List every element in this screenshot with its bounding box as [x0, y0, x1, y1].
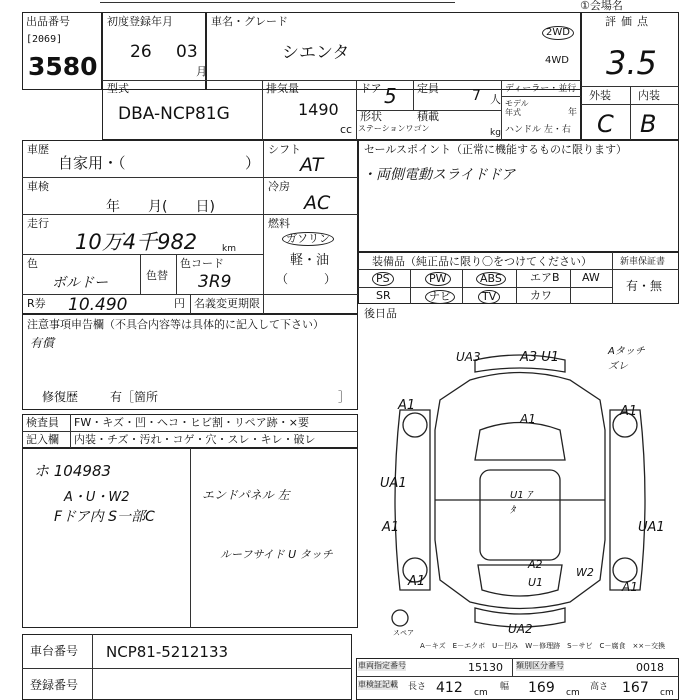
- yen-unit: 円: [174, 297, 185, 310]
- repair-label: 修復歴: [42, 390, 79, 404]
- legend-row-2: 内装・チズ・汚れ・コゲ・穴・スレ・キレ・破レ: [74, 433, 316, 446]
- shaken-date: 年 月( 日): [106, 199, 215, 215]
- notice-label: 注意事項申告欄（不具合内容等は具体的に記入して下さい）: [27, 318, 324, 331]
- dealer-label: ディーラー・並行: [505, 84, 577, 94]
- frame-vdiv: [92, 634, 93, 700]
- frame-number: NCP81-5212133: [106, 643, 229, 661]
- equip-pw: PW: [425, 272, 451, 286]
- mark-right-rear: A1: [622, 580, 638, 594]
- after-label: 後日品: [364, 307, 397, 320]
- top-dash-line: [100, 2, 455, 3]
- eval-label: 評価点: [605, 15, 653, 28]
- color-code-label: 色コード: [180, 257, 224, 270]
- damage-legend: A－キズ E－エクボ U－凹み W－修理跡 S－サビ C－腐食 ××－交換: [420, 642, 666, 650]
- car-name: シエンタ: [282, 43, 350, 63]
- eval-vdivider: [630, 86, 631, 140]
- legend-row-1: FW・キズ・凹・ヘコ・ヒビ割・リペア跡・×要: [74, 416, 309, 429]
- sales-label: セールスポイント（正常に機能するものに限ります）: [364, 143, 628, 156]
- eval-divider-2: [581, 104, 679, 105]
- width: 169: [528, 680, 555, 696]
- deadline-label: 名義変更期限: [194, 297, 260, 310]
- notice-text: 有償: [30, 336, 55, 350]
- price-label: R券: [27, 297, 46, 310]
- mark-left-front-fender: A1: [398, 398, 416, 413]
- displacement: 1490: [298, 100, 339, 119]
- mark-front: A3 U1: [520, 350, 560, 365]
- frame-label: 車台番号: [30, 644, 79, 658]
- model-label: 型式: [107, 82, 129, 95]
- shift-label: シフト: [268, 143, 301, 156]
- doors: 5: [384, 84, 397, 108]
- displacement-label: 排気量: [266, 82, 299, 95]
- spec-v4: [501, 80, 502, 140]
- handle-label: ハンドル 左・右: [505, 125, 571, 135]
- equip-aw: AW: [582, 271, 600, 284]
- sales-point: ・両側電動スライドドア: [362, 167, 516, 183]
- height-label: 高さ: [590, 682, 609, 692]
- kg-unit: kg: [490, 128, 501, 138]
- spec-footer-v: [512, 658, 513, 676]
- color-label: 色: [27, 257, 38, 270]
- spec-top: [102, 80, 581, 81]
- exterior-grade: C: [597, 110, 614, 138]
- vehicle-no-label: 車両指定番号: [358, 661, 406, 670]
- model-year-label: モデル年式: [505, 99, 529, 117]
- mark-left-door-1: UA1: [380, 476, 407, 491]
- sales-box: [358, 140, 679, 252]
- fuel-light: 軽・油: [290, 253, 330, 268]
- equip-h2: [358, 287, 612, 288]
- lot-label: 出品番号: [26, 15, 70, 28]
- eq-v2: [462, 269, 463, 304]
- equip-leather: カワ: [530, 289, 552, 302]
- cc-unit: cc: [340, 123, 353, 136]
- drive-2wd: 2WD: [542, 26, 574, 40]
- year-unit: 年: [568, 108, 578, 118]
- mid-v-color: [140, 254, 141, 294]
- mark-right-door: UA1: [638, 520, 665, 535]
- interior-grade: B: [640, 110, 657, 138]
- fuel-paren: （ ）: [276, 272, 337, 286]
- mark-left-rear: A1: [408, 574, 426, 589]
- equip-h1: [358, 269, 679, 270]
- mark-left-door-2: A1: [382, 520, 400, 535]
- spec-footer-h: [356, 676, 679, 677]
- shape-label: 形状: [360, 110, 382, 123]
- equip-label: 装備品（純正品に限り〇をつけてください）: [372, 255, 592, 268]
- load-label: 積載: [417, 110, 439, 123]
- ac: AC: [304, 192, 331, 214]
- mark-roof: U1 ｱﾀ: [510, 490, 532, 516]
- reg-year: 26: [130, 42, 152, 62]
- spec-v1: [262, 80, 263, 140]
- spec-h2: [501, 96, 581, 97]
- car-name-label: 車名・グレード: [211, 15, 288, 28]
- model: DBA-NCP81G: [118, 104, 230, 124]
- eq-v1: [410, 269, 411, 304]
- note-b: Fドア内 S一部C: [54, 509, 155, 525]
- usage-label: 車歴: [27, 143, 49, 156]
- exterior-label: 外装: [589, 89, 611, 102]
- venue-note: ①会場名: [580, 0, 623, 12]
- interior-label: 内装: [638, 89, 660, 102]
- equip-sr: SR: [376, 289, 391, 302]
- price: 10.490: [68, 295, 128, 315]
- color: ボルドー: [52, 275, 108, 291]
- height-unit: cm: [660, 688, 674, 698]
- drive-4wd: 4WD: [545, 55, 569, 66]
- mark-rear-right: W2: [576, 566, 594, 579]
- note-engine: エンドパネル 左: [202, 488, 290, 502]
- length-unit: cm: [474, 688, 488, 698]
- shape: ステーションワゴン: [358, 124, 430, 133]
- capacity: 7: [472, 88, 481, 104]
- color-change-label: 色替: [146, 269, 168, 282]
- mark-front-right: Aタッチ ズレ: [608, 346, 645, 372]
- mid-vdiv: [263, 140, 264, 314]
- reg-label: 登録番号: [30, 678, 79, 692]
- repair-value: 有［箇所: [110, 390, 159, 404]
- frame-hdiv: [22, 668, 352, 669]
- vehicle-no: 15130: [468, 661, 503, 674]
- door-label: ドア: [360, 82, 382, 95]
- mid-v-color2: [176, 254, 177, 294]
- mid-h2: [22, 214, 358, 215]
- lot-small-number: [2069]: [26, 34, 63, 45]
- height: 167: [622, 680, 649, 696]
- mark-rear-panel: U1: [528, 576, 544, 589]
- mark-rear-bumper: UA2: [508, 622, 533, 636]
- fuel-label: 燃料: [268, 217, 290, 230]
- eq-v3: [516, 269, 517, 304]
- mark-front-left: UA3: [456, 350, 481, 364]
- color-code: 3R9: [198, 272, 232, 292]
- mid-v-price: [190, 294, 191, 314]
- note-odometer: ホ 104983: [34, 462, 112, 480]
- mileage-label: 走行: [27, 217, 49, 230]
- width-unit: cm: [566, 688, 580, 698]
- mid-h1: [22, 177, 358, 178]
- ac-label: 冷房: [268, 180, 290, 193]
- fuel-gas: ガソリン: [282, 232, 334, 246]
- lot-number: 3580: [28, 52, 98, 81]
- length: 412: [436, 680, 463, 696]
- entry-label: 記入欄: [26, 433, 59, 446]
- month-unit: 月: [196, 65, 207, 78]
- km-unit: km: [222, 244, 236, 254]
- equip-abs: ABS: [476, 272, 506, 286]
- class-label: 類別区分番号: [516, 661, 564, 670]
- warranty-label: 新車保証書: [620, 257, 666, 267]
- warranty-value: 有・無: [626, 279, 663, 293]
- length-label: 長さ: [408, 682, 427, 692]
- repair-close: ］: [338, 390, 351, 404]
- note-a: A・U・W2: [64, 490, 130, 505]
- width-label: 幅: [500, 682, 510, 692]
- notes-vdiv: [190, 448, 191, 628]
- mark-hood: A1: [520, 412, 536, 426]
- ref-label: 車検証記載: [358, 680, 398, 689]
- spec-v3: [413, 80, 414, 110]
- equip-airbag: エアB: [530, 271, 560, 284]
- first-reg-label: 初度登録年月: [107, 15, 173, 28]
- note-roof: ルーフサイド U タッチ: [220, 548, 333, 561]
- equip-navi: ナビ: [425, 290, 455, 304]
- reg-month: 03: [176, 42, 198, 62]
- eq-v4: [570, 269, 571, 304]
- mark-rear-window: A2: [528, 558, 543, 571]
- mark-right-front: A1: [620, 404, 638, 419]
- equip-vdiv: [612, 252, 613, 304]
- usage: 自家用・（: [58, 154, 126, 172]
- shaken-label: 車検: [27, 180, 49, 193]
- inspector-label: 検査員: [26, 416, 59, 429]
- usage-close: ）: [245, 154, 261, 172]
- equip-tv: TV: [478, 290, 500, 304]
- person-unit: 人: [490, 93, 501, 106]
- mid-h3: [22, 254, 263, 255]
- eval-score: 3.5: [606, 44, 657, 82]
- mileage: 10万4千982: [75, 230, 198, 254]
- equip-ps: PS: [372, 272, 394, 286]
- insp-hdiv: [22, 431, 358, 432]
- class-no: 0018: [636, 661, 664, 674]
- shift: AT: [300, 154, 324, 176]
- spare-label: スペア: [393, 629, 414, 637]
- capacity-label: 定員: [417, 82, 439, 95]
